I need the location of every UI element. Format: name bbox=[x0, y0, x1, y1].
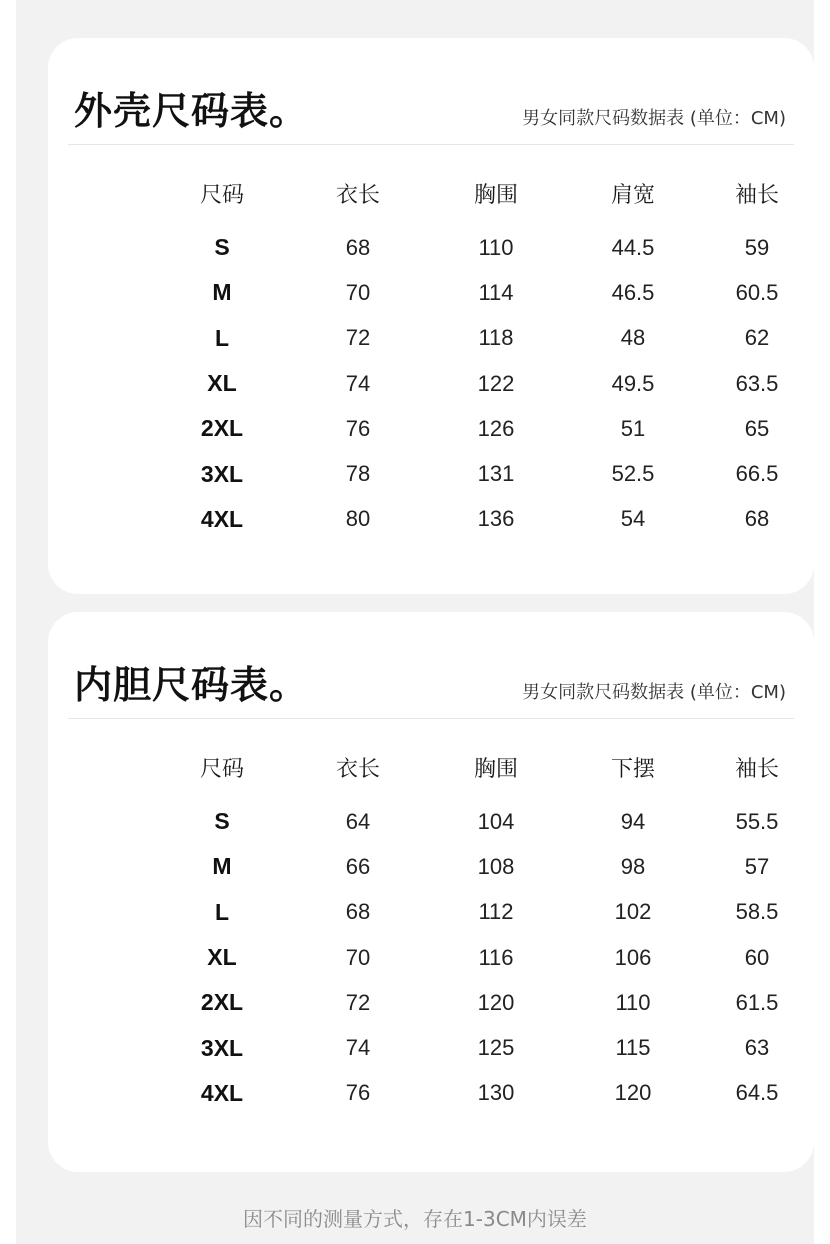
size-label-cell: S bbox=[214, 808, 230, 835]
table-header-row bbox=[48, 752, 814, 799]
measurement-cell: 63.5 bbox=[735, 370, 779, 396]
size-label-cell: M bbox=[212, 279, 232, 306]
inner-card-title: 内胆尺码表。 bbox=[74, 663, 309, 707]
inner-lining-size-card bbox=[48, 612, 814, 1172]
table-row bbox=[48, 225, 814, 270]
measurement-cell: 63 bbox=[744, 1035, 770, 1061]
measurement-cell: 116 bbox=[478, 944, 514, 970]
size-label-cell: L bbox=[214, 324, 230, 351]
measurement-cell: 102 bbox=[614, 899, 652, 925]
measurement-cell: 65 bbox=[744, 415, 770, 441]
column-header: 衣长 bbox=[335, 757, 380, 782]
measurement-cell: 74 bbox=[345, 370, 371, 396]
measurement-cell: 122 bbox=[477, 370, 515, 396]
measurement-cell: 72 bbox=[345, 989, 371, 1015]
table-row bbox=[48, 361, 814, 406]
measurement-cell: 125 bbox=[477, 1035, 515, 1061]
measurement-cell: 68 bbox=[345, 234, 371, 260]
measurement-cell: 60 bbox=[744, 944, 770, 970]
table-row bbox=[48, 1071, 814, 1116]
measurement-cell: 54 bbox=[620, 506, 646, 532]
size-label-cell: XL bbox=[207, 944, 237, 971]
measurement-cell: 62 bbox=[744, 325, 770, 351]
inner-size-table bbox=[48, 752, 814, 1116]
measurement-cell: 131 bbox=[477, 461, 515, 487]
size-label-cell: L bbox=[214, 898, 230, 925]
measurement-cell: 72 bbox=[345, 325, 371, 351]
column-header: 胸围 bbox=[473, 183, 518, 208]
measurement-cell: 78 bbox=[345, 461, 371, 487]
outer-shell-size-card bbox=[48, 38, 814, 594]
size-label-cell: M bbox=[212, 853, 232, 880]
measurement-cell: 136 bbox=[477, 506, 515, 532]
table-row bbox=[48, 844, 814, 889]
table-row bbox=[48, 1025, 814, 1070]
inner-table-body bbox=[48, 799, 814, 1116]
column-header: 袖长 bbox=[734, 183, 779, 208]
outer-size-table bbox=[48, 178, 814, 542]
measurement-cell: 46.5 bbox=[611, 279, 655, 305]
measurement-cell: 120 bbox=[477, 989, 515, 1015]
measurement-cell: 98 bbox=[620, 853, 646, 879]
measurement-cell: 110 bbox=[478, 234, 514, 260]
table-row bbox=[48, 980, 814, 1025]
table-row bbox=[48, 890, 814, 935]
table-row bbox=[48, 406, 814, 451]
measurement-cell: 58.5 bbox=[735, 899, 779, 925]
column-header: 下摆 bbox=[610, 757, 655, 782]
measurement-cell: 59 bbox=[744, 234, 770, 260]
column-header: 尺码 bbox=[199, 183, 244, 208]
measurement-cell: 76 bbox=[345, 1080, 371, 1106]
measurement-cell: 64 bbox=[345, 808, 371, 834]
measurement-cell: 76 bbox=[345, 415, 371, 441]
measurement-cell: 115 bbox=[615, 1035, 651, 1061]
measurement-cell: 112 bbox=[478, 899, 514, 925]
column-header: 尺码 bbox=[199, 757, 244, 782]
measurement-cell: 68 bbox=[744, 506, 770, 532]
measurement-cell: 61.5 bbox=[735, 989, 779, 1015]
measurement-cell: 104 bbox=[477, 808, 515, 834]
column-header: 胸围 bbox=[473, 757, 518, 782]
table-row bbox=[48, 451, 814, 496]
measurement-cell: 52.5 bbox=[611, 461, 655, 487]
measurement-cell: 70 bbox=[345, 279, 371, 305]
measurement-cell: 66 bbox=[345, 853, 371, 879]
measurement-cell: 51 bbox=[620, 415, 646, 441]
measurement-cell: 64.5 bbox=[735, 1080, 779, 1106]
size-label-cell: 2XL bbox=[200, 415, 244, 442]
measurement-cell: 49.5 bbox=[611, 370, 655, 396]
column-header: 衣长 bbox=[335, 183, 380, 208]
size-label-cell: XL bbox=[207, 370, 237, 397]
measurement-cell: 120 bbox=[614, 1080, 652, 1106]
outer-card-unit-note: 男女同款尺码数据表 (单位：CM) bbox=[522, 108, 786, 129]
measurement-cell: 108 bbox=[477, 853, 515, 879]
table-row bbox=[48, 935, 814, 980]
measurement-cell: 110 bbox=[615, 989, 651, 1015]
size-label-cell: 3XL bbox=[200, 1034, 244, 1061]
size-label-cell: 2XL bbox=[200, 989, 244, 1016]
measurement-cell: 48 bbox=[620, 325, 646, 351]
table-row bbox=[48, 799, 814, 844]
measurement-cell: 94 bbox=[620, 808, 646, 834]
measurement-cell: 118 bbox=[478, 325, 514, 351]
measurement-cell: 55.5 bbox=[735, 808, 779, 834]
inner-card-divider bbox=[68, 718, 794, 719]
outer-card-title: 外壳尺码表。 bbox=[74, 89, 309, 133]
measurement-cell: 66.5 bbox=[735, 461, 779, 487]
size-label-cell: 3XL bbox=[200, 460, 244, 487]
table-row bbox=[48, 270, 814, 315]
measurement-cell: 57 bbox=[744, 853, 770, 879]
measurement-error-note: 因不同的测量方式，存在1-3CM内误差 bbox=[243, 1207, 587, 1231]
measurement-cell: 70 bbox=[345, 944, 371, 970]
measurement-cell: 80 bbox=[345, 506, 371, 532]
measurement-cell: 106 bbox=[614, 944, 652, 970]
column-header: 袖长 bbox=[734, 757, 779, 782]
measurement-cell: 60.5 bbox=[735, 279, 779, 305]
size-label-cell: 4XL bbox=[200, 1079, 244, 1106]
table-header-row bbox=[48, 178, 814, 225]
measurement-cell: 44.5 bbox=[611, 234, 655, 260]
table-row bbox=[48, 316, 814, 361]
measurement-cell: 114 bbox=[478, 279, 514, 305]
measurement-cell: 126 bbox=[477, 415, 515, 441]
measurement-cell: 74 bbox=[345, 1035, 371, 1061]
measurement-cell: 130 bbox=[477, 1080, 515, 1106]
table-row bbox=[48, 497, 814, 542]
outer-card-divider bbox=[68, 144, 794, 145]
size-label-cell: 4XL bbox=[200, 505, 244, 532]
inner-card-unit-note: 男女同款尺码数据表 (单位：CM) bbox=[522, 682, 786, 703]
size-label-cell: S bbox=[214, 234, 230, 261]
outer-table-body bbox=[48, 225, 814, 542]
measurement-cell: 68 bbox=[345, 899, 371, 925]
column-header: 肩宽 bbox=[610, 183, 655, 208]
page-background bbox=[16, 0, 814, 1244]
